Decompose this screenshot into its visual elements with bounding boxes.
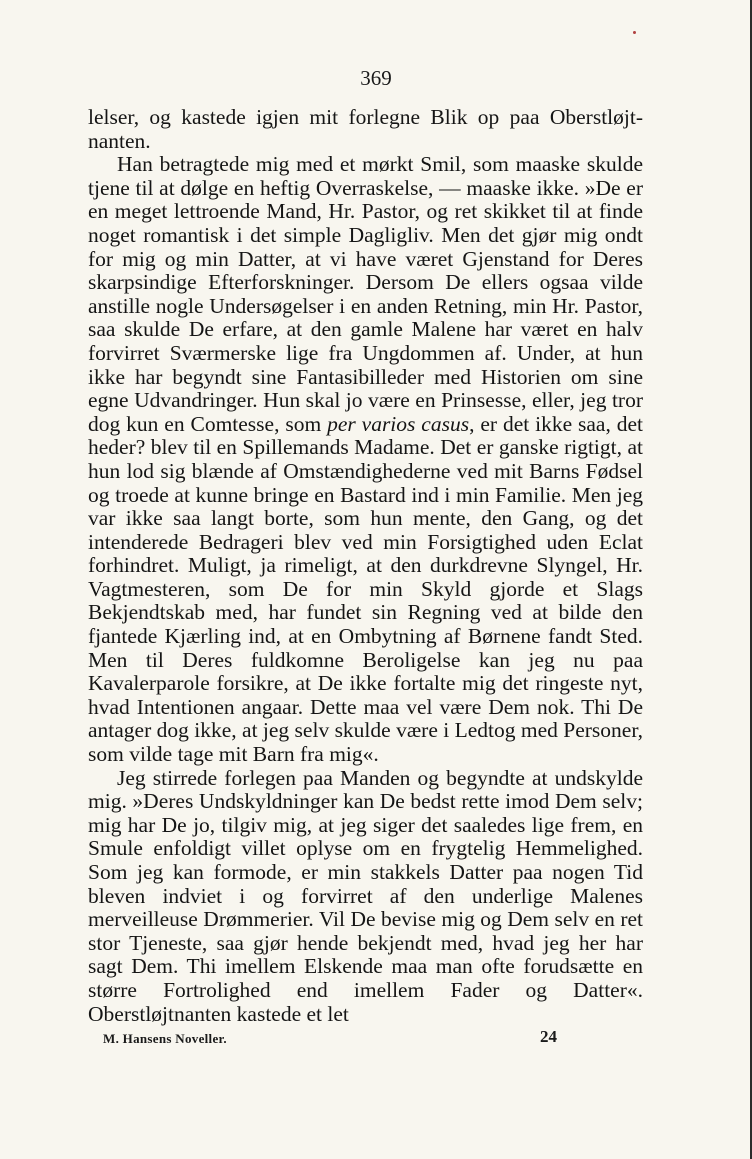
footer-signature-mark: 24 <box>540 1027 557 1046</box>
paragraph-2 <box>88 153 643 766</box>
ink-speck <box>633 31 636 34</box>
paragraph-1 <box>88 106 643 153</box>
footer-book-title: M. Hansens Noveller. <box>103 1031 227 1046</box>
paragraph-3 <box>88 767 643 1027</box>
italic-phrase: per varios casus <box>327 411 470 436</box>
body-text <box>88 106 643 1026</box>
paragraph-2-text-end: , er det ikke saa, det heder? blev til en Spillemands Madame. Det er ganske rigtigt, at hun lod sig blænde af Omstændighederne ved mit Barns Fødsel og troede at kunne bringe en Bastard ind i min Familie. Men jeg var ikke saa langt borte, som hun mente, den Gang, og det intenderede Bedrageri blev ved min Forsigtighed uden Eclat forhindret. Muligt, ja rimeligt, at den durkdrevne Slyngel, Hr. Vagtmesteren, som De for min Skyld gjorde et Slags Bekjendtskab med, har fundet sin Regning ved at bilde den fjantede Kjærling ind, at en Ombytning af Børnene fandt Sted. Men til Deres fuldkomne Beroligelse kan jeg nu paa Kavalerparole forsikre, at De ikke fortalte mig det ringeste nyt, hvad Intentionen angaar. Dette maa vel være Dem nok. Thi De antager dog ikke, at jeg selv skulde være i Ledtog med Personer, som vilde tage mit Barn fra mig«. <box>88 411 644 767</box>
page-number: 369 <box>360 66 392 90</box>
paragraph-2-text-start: Han betragtede mig med et mørkt Smil, som maaske skulde tjene til at dølge en heftig Overraskelse, — maaske ikke. »De er en meget lettroende Mand, Hr. Pastor, og ret skikket til at finde noget romantisk i det simple Dagligliv. Men det gjør mig ondt for mig og min Datter, at vi have været Gjenstand for Deres skarpsindige Efterforskninger. Dersom De ellers ogsaa vilde anstille nogle Undersøgelser i en anden Retning, min Hr. Pastor, saa skulde De erfare, at den gamle Malene har været en halv forvirret Sværmerske lige fra Ungdommen af. Under, at hun ikke har begyndt sine Fantasibilleder med Historien om sine egne Udvandringer. Hun skal jo være en Prinsesse, eller, jeg tror dog kun en Comtesse, som <box>88 152 643 436</box>
paragraph-1-text: lelser, og kastede igjen mit forlegne Blik op paa Oberstløjt-nanten. <box>88 105 643 153</box>
paragraph-3-text: Jeg stirrede forlegen paa Manden og begyndte at undskylde mig. »Deres Undskyldninger kan De bedst rette imod Dem selv; mig har De jo, tilgiv mig, at jeg siger det saaledes lige frem, en Smule enfoldigt villet oplyse om en frygtelig Hemmelighed. Som jeg kan formode, er min stakkels Datter paa nogen Tid bleven indviet i og forvirret af den underlige Malenes merveilleuse Drømmerier. Vil De bevise mig og Dem selv en ret stor Tjeneste, saa gjør hende bekjendt med, hvad jeg her har sagt Dem. Thi imellem Elskende maa man ofte forudsætte en større Fortrolighed end imellem Fader og Datter«. Oberstløjtnanten kastede et let <box>88 765 643 1026</box>
